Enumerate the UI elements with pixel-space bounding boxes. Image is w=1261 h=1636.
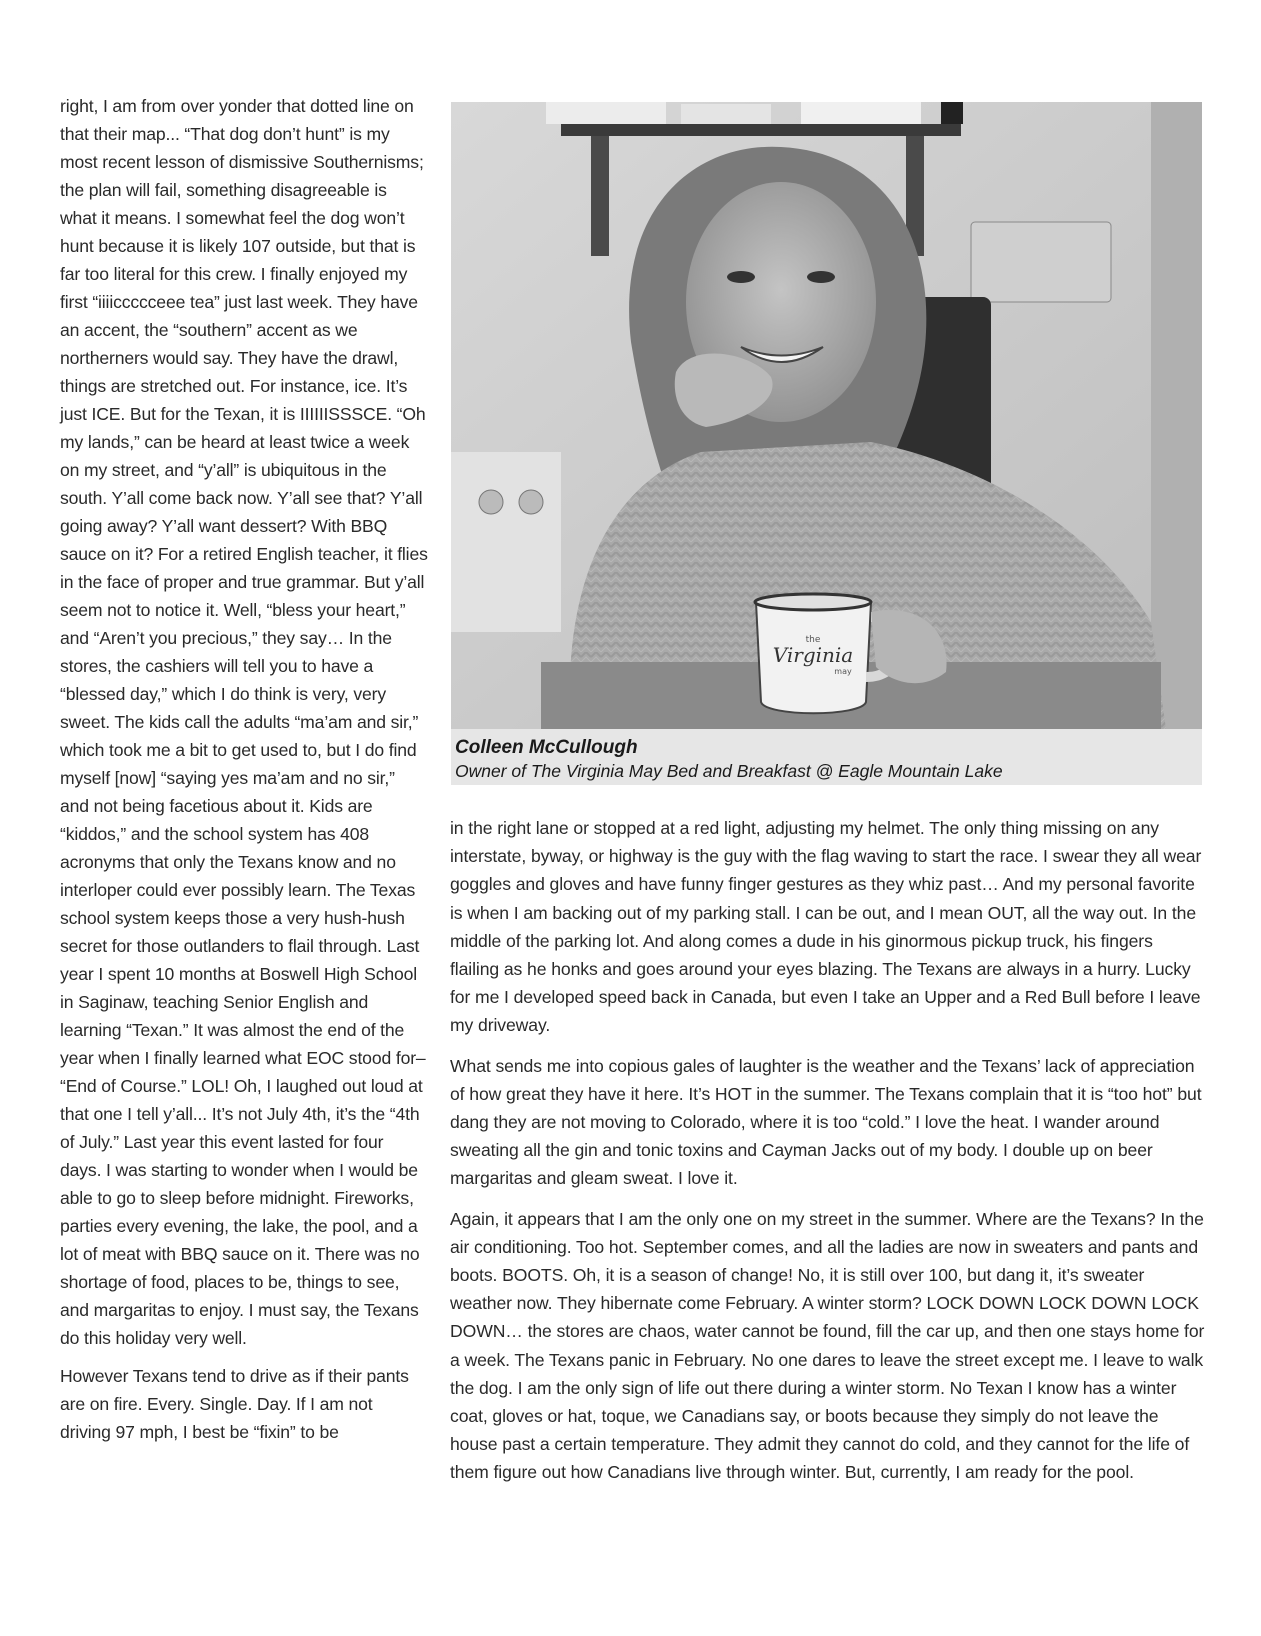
caption-title: Owner of The Virginia May Bed and Breakfast @ Eagle Mountain Lake — [455, 761, 1003, 781]
right-column — [450, 814, 1206, 1499]
caption-name: Colleen McCullough — [455, 737, 638, 758]
right-paragraph-1: in the right lane or stopped at a red light, adjusting my helmet. The only thing missing on any interstate, byway, or highway is the guy with the flag waving to start the race. I swear they all wear goggles and gloves and have funny finger gestures as they whiz past… And my personal favorite is when I am backing out of my parking stall. I can be out, and I mean OUT, all the way out. In the middle of the parking lot. And along comes a dude in his ginormous pickup truck, his fingers flailing as he honks and goes around your eyes blazing. The Texans are always in a hurry. Lucky for me I developed speed back in Canada, but even I take an Upper and a Red Bull before I leave my driveway. — [450, 818, 1202, 1036]
photo-caption — [451, 729, 1202, 785]
left-paragraph-2: However Texans tend to drive as if their pants are on fire. Every. Single. Day. If I am not driving 97 mph, I best be “fixin” to be — [60, 1366, 409, 1442]
mug-small-bottom: may — [834, 667, 852, 676]
mug-small-top: the — [805, 635, 821, 645]
stove — [451, 452, 561, 632]
left-paragraph-1: right, I am from over yonder that dotted line on that their map... “That dog don’t hunt” is my most recent lesson of dismissive Southernisms; the plan will fail, something disagreeable is what it means. I somewhat feel the dog won’t hunt because it is likely 107 outside, but that is far too literal for this crew. I finally enjoyed my first “iiiiccccceee tea” just last week. They have an accent, the “southern” accent as we northerners would say. They have the drawl, things are stretched out. For instance, ice. It’s just ICE. But for the Texan, it is IIIIIISSSCE. “Oh my lands,” can be heard at least twice a week on my street, and “y’all” is ubiquitous in the south. Y’all come back now. Y’all see that? Y’all going away? Y’all want dessert? With BBQ sauce on it? For a retired English teacher, it flies in the face of proper and true grammar. But y’all seem not to notice it. Well, “bless your heart,” and “Aren’t you precious,” they say… In the stores, the cashiers will tell you to have a “blessed day,” which I do think is very, very sweet. The kids call the adults “ma’am and sir,” which took me a bit to get used to, but I do find myself [now] “saying yes ma’am and no sir,” and not being facetious about it. Kids are “kiddos,” and the school system has 408 acronyms that only the Texans know and no interloper could ever possibly learn. The Texas school system keeps those a very hush-hush secret for those outlanders to flail through. Last year I spent 10 months at Boswell High School in Saginaw, teaching Senior English and learning “Texan.” It was almost the end of the year when I finally learned what EOC stood for– “End of Course.” LOL! Oh, I laughed out loud at that one I tell y’all... It’s not July 4th, it’s the “4th of July.” Last year this event lasted for four days. I was starting to wonder when I would be able to go to sleep before midnight. Fireworks, parties every evening, the lake, the pool, and a lot of meat with BBQ sauce on it. There was no shortage of food, places to be, things to see, and margaritas to enjoy. I must say, the Texans do this holiday very well. — [60, 96, 428, 1348]
mug-brand-text: Virginia — [772, 643, 854, 667]
right-paragraph-2: What sends me into copious gales of laughter is the weather and the Texans’ lack of appreciation of how great they have it here. It’s HOT in the summer. The Texans complain that it is “too hot” but dang they are not moving to Colorado, where it is too “cold.” I love the heat. I wander around sweating all the gin and tonic toxins and Cayman Jacks out of my body. I double up on beer margaritas and gleam sweat. I love it. — [450, 1055, 1202, 1189]
portrait-photo — [451, 102, 1202, 729]
portrait-illustration — [451, 102, 1202, 729]
left-column — [60, 92, 428, 1456]
right-paragraph-3: Again, it appears that I am the only one on my street in the summer. Where are the Texans? In the air conditioning. Too hot. September comes, and all the ladies are now in sweaters and pants and boots. BOOTS. Oh, it is a season of change! No, it is still over 100, but dang it, it’s sweater weather now. They hibernate come February. A winter storm? LOCK DOWN LOCK DOWN LOCK DOWN… the stores are chaos, water cannot be found, fill the car up, and then one stays home for a week. The Texans panic in February. No one dares to leave the street except me. I leave to walk the dog. I am the only sign of life out there during a winter storm. No Texan I know has a winter coat, gloves or hat, toque, we Canadians say, or boots because they simply do not leave the house past a certain temperature. They admit they cannot do cold, and they cannot for the life of them figure out how Canadians live through winter. But, currently, I am ready for the pool. — [450, 1208, 1205, 1483]
portrait-figure — [451, 102, 1202, 785]
shelf — [561, 124, 961, 136]
